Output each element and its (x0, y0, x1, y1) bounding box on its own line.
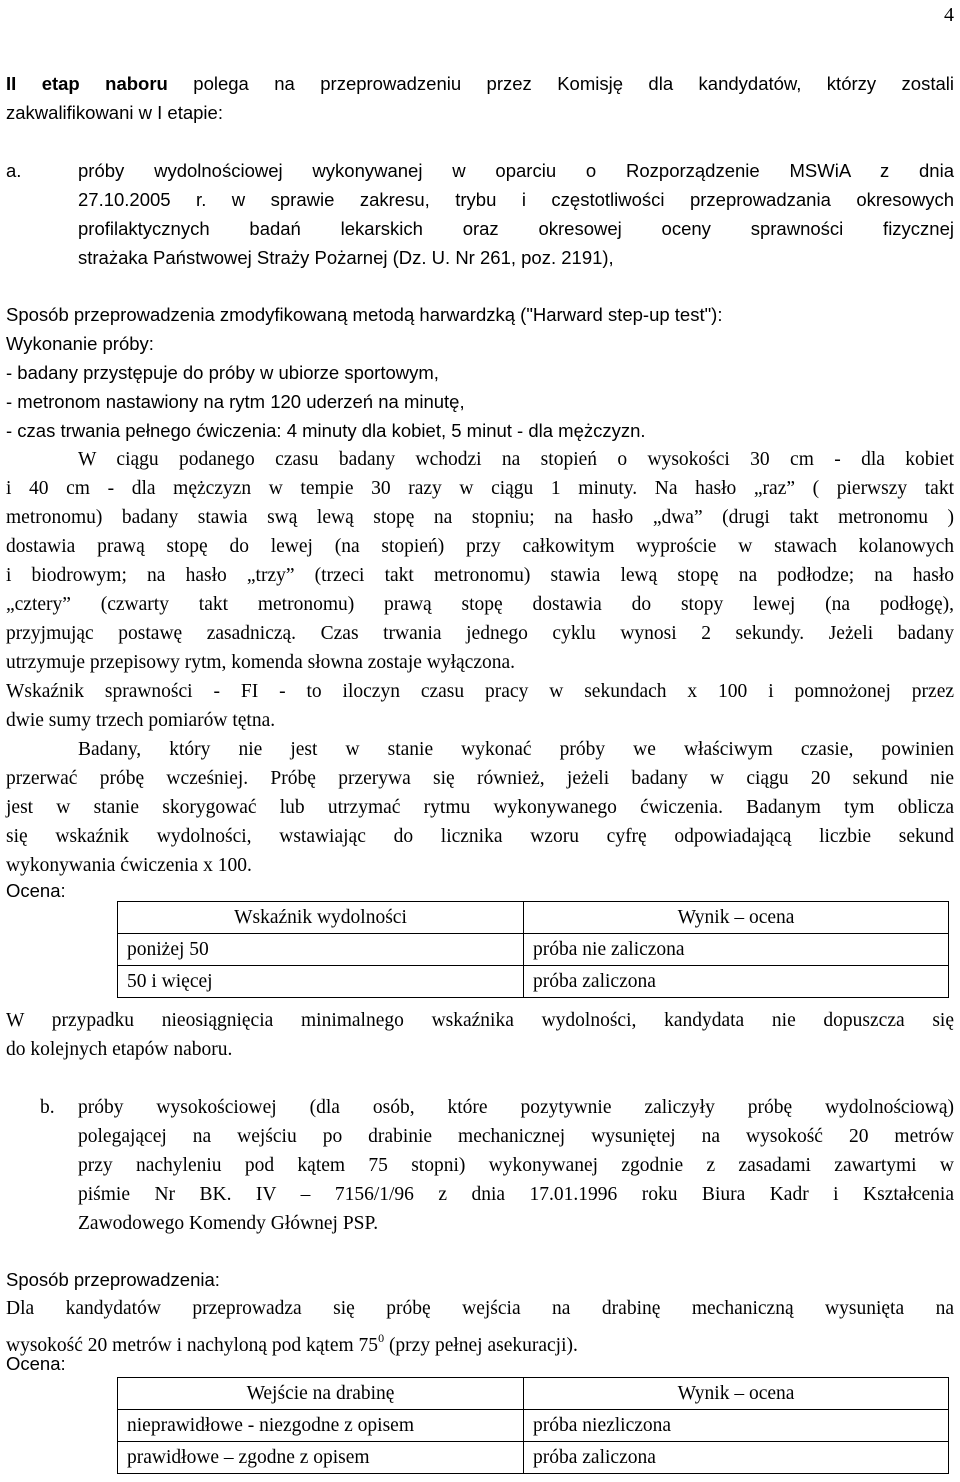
item-a-line: profilaktycznych badań lekarskich oraz okresowej oceny sprawności fizycznej (78, 218, 954, 239)
page-number: 4 (944, 4, 954, 26)
table-header-row (118, 902, 949, 934)
table-header-row (118, 1378, 949, 1410)
para2-line: Badany, który nie jest w stanie wykonać próby we właściwym czasie, powinien (78, 739, 954, 760)
item-b-marker: b. (40, 1097, 55, 1118)
para1-line: metronomu) badany stawia swą lewą stopę na stopniu; na hasło „dwa” (drugi takt metronomu ) (6, 507, 954, 528)
method-line: - badany przystępuje do próby w ubiorze sportowym, (6, 362, 439, 383)
para1-line: W ciągu podanego czasu badany wchodzi na stopień o wysokości 30 cm - dla kobiet (78, 449, 954, 470)
para1-line: dostawia prawą stopę do lewej (na stopień) przy całkowitym wyproście w stawach kolanowych (6, 536, 954, 557)
item-a-line: 27.10.2005 r. w sprawie zakresu, trybu i częstotliwości przeprowadzania okresowych (78, 189, 954, 210)
table-cell: próba nie zaliczona (524, 934, 949, 966)
table-row (118, 1410, 949, 1442)
method2-label: Sposób przeprowadzenia: (6, 1269, 220, 1290)
para1-line: przyjmując postawę zasadniczą. Czas trwania jednego cyklu wynosi 2 sekundy. Jeżeli badany (6, 623, 954, 644)
method-line: - metronom nastawiony na rytm 120 uderzeń na minutę, (6, 391, 465, 412)
table-cell: próba niezliczona (524, 1410, 949, 1442)
degree-superscript: 0 (378, 1331, 385, 1345)
para2-line: jest w stanie skorygować lub utrzymać rytmu wykonywanego ćwiczenia. Badanym tym oblicza (6, 797, 954, 818)
para2-line: wykonywania ćwiczenia x 100. (6, 855, 252, 876)
method2-line2-tail: (przy pełnej asekuracji). (384, 1335, 578, 1356)
table-header-cell: Wynik – ocena (524, 1378, 949, 1410)
table-cell: prawidłowe – zgodne z opisem (118, 1442, 524, 1474)
table-row (118, 966, 949, 998)
table-row (118, 1442, 949, 1474)
para1-line: „cztery” (czwarty takt metronomu) prawą stopę dostawia do stopy lewej (na podłogę), (6, 594, 954, 615)
para2-line: się wskaźnik wydolności, wstawiając do licznika wzoru cyfrę odpowiadającą liczbie sekund (6, 826, 954, 847)
para1-line: utrzymuje przepisowy rytm, komenda słowna zostaje wyłączona. (6, 652, 516, 673)
item-a-line: próby wydolnościowej wykonywanej w oparciu o Rozporządzenie MSWiA z dnia (78, 160, 954, 181)
table-row (118, 934, 949, 966)
item-b-line: piśmie Nr BK. IV – 7156/1/96 z dnia 17.01.1996 roku Biura Kadr i Kształcenia (78, 1184, 954, 1205)
item-b-line: Zawodowego Komendy Głównej PSP. (78, 1213, 379, 1234)
para1-line: i 40 cm - dla mężczyzn w tempie 30 razy w ciągu 1 minuty. Na hasło „raz” ( pierwszy takt (6, 478, 954, 499)
stage-heading-line2: zakwalifikowani w I etapie: (6, 102, 223, 123)
method-line: Sposób przeprowadzenia zmodyfikowaną metodą harwardzką ("Harward step-up test"): (6, 304, 723, 325)
fitness-table (117, 901, 949, 998)
method-line: - czas trwania pełnego ćwiczenia: 4 minuty dla kobiet, 5 minut - dla mężczyzn. (6, 420, 646, 441)
ocena-label: Ocena: (6, 880, 66, 901)
para2-line: przerwać próbę wcześniej. Próbę przerywa się również, jeżeli badany w ciągu 20 sekund nie (6, 768, 954, 789)
index-line: Wskaźnik sprawności - FI - to iloczyn czasu pracy w sekundach x 100 i pomnożonej przez (6, 681, 954, 702)
method2-line2-text: wysokość 20 metrów i nachyloną pod kątem 75 (6, 1335, 379, 1356)
table-cell: nieprawidłowe - niezgodne z opisem (118, 1410, 524, 1442)
index-line: dwie sumy trzech pomiarów tętna. (6, 710, 276, 731)
item-a-marker: a. (6, 160, 22, 181)
ocena-label: Ocena: (6, 1353, 66, 1374)
table-cell: próba zaliczona (524, 1442, 949, 1474)
item-b-line: polegającej na wejściu po drabinie mechanicznej wysuniętej na wysokość 20 metrów (78, 1126, 954, 1147)
after-table1-line: do kolejnych etapów naboru. (6, 1039, 233, 1060)
table-header-cell: Wskaźnik wydolności (118, 902, 524, 934)
table-header-cell: Wynik – ocena (524, 902, 949, 934)
stage-heading (6, 71, 954, 97)
item-b-line: przy nachyleniu pod kątem 75 stopni) wykonywanej zgodnie z zasadami zawartymi w (78, 1155, 954, 1176)
item-b-line: próby wysokościowej (dla osób, które pozytywnie zaliczyły próbę wydolnościową) (78, 1097, 954, 1118)
table-cell: 50 i więcej (118, 966, 524, 998)
stage-heading-rest: polega na przeprowadzeniu przez Komisję dla kandydatów, którzy zostali (167, 73, 954, 94)
para1-line: i biodrowym; na hasło „trzy” (trzeci takt metronomu) stawia lewą stopę na podłodze; na hasło (6, 565, 954, 586)
after-table1-line: W przypadku nieosiągnięcia minimalnego wskaźnika wydolności, kandydata nie dopuszcza się (6, 1010, 954, 1031)
ladder-table (117, 1377, 949, 1474)
method2-line: Dla kandydatów przeprowadza się próbę wejścia na drabinę mechaniczną wysunięta na (6, 1298, 954, 1319)
item-a-line: strażaka Państwowej Straży Pożarnej (Dz. U. Nr 261, poz. 2191), (78, 247, 614, 268)
table-cell: poniżej 50 (118, 934, 524, 966)
table-header-cell: Wejście na drabinę (118, 1378, 524, 1410)
stage-heading-bold: II etap naboru (6, 73, 168, 94)
table-cell: próba zaliczona (524, 966, 949, 998)
method-line: Wykonanie próby: (6, 333, 154, 354)
